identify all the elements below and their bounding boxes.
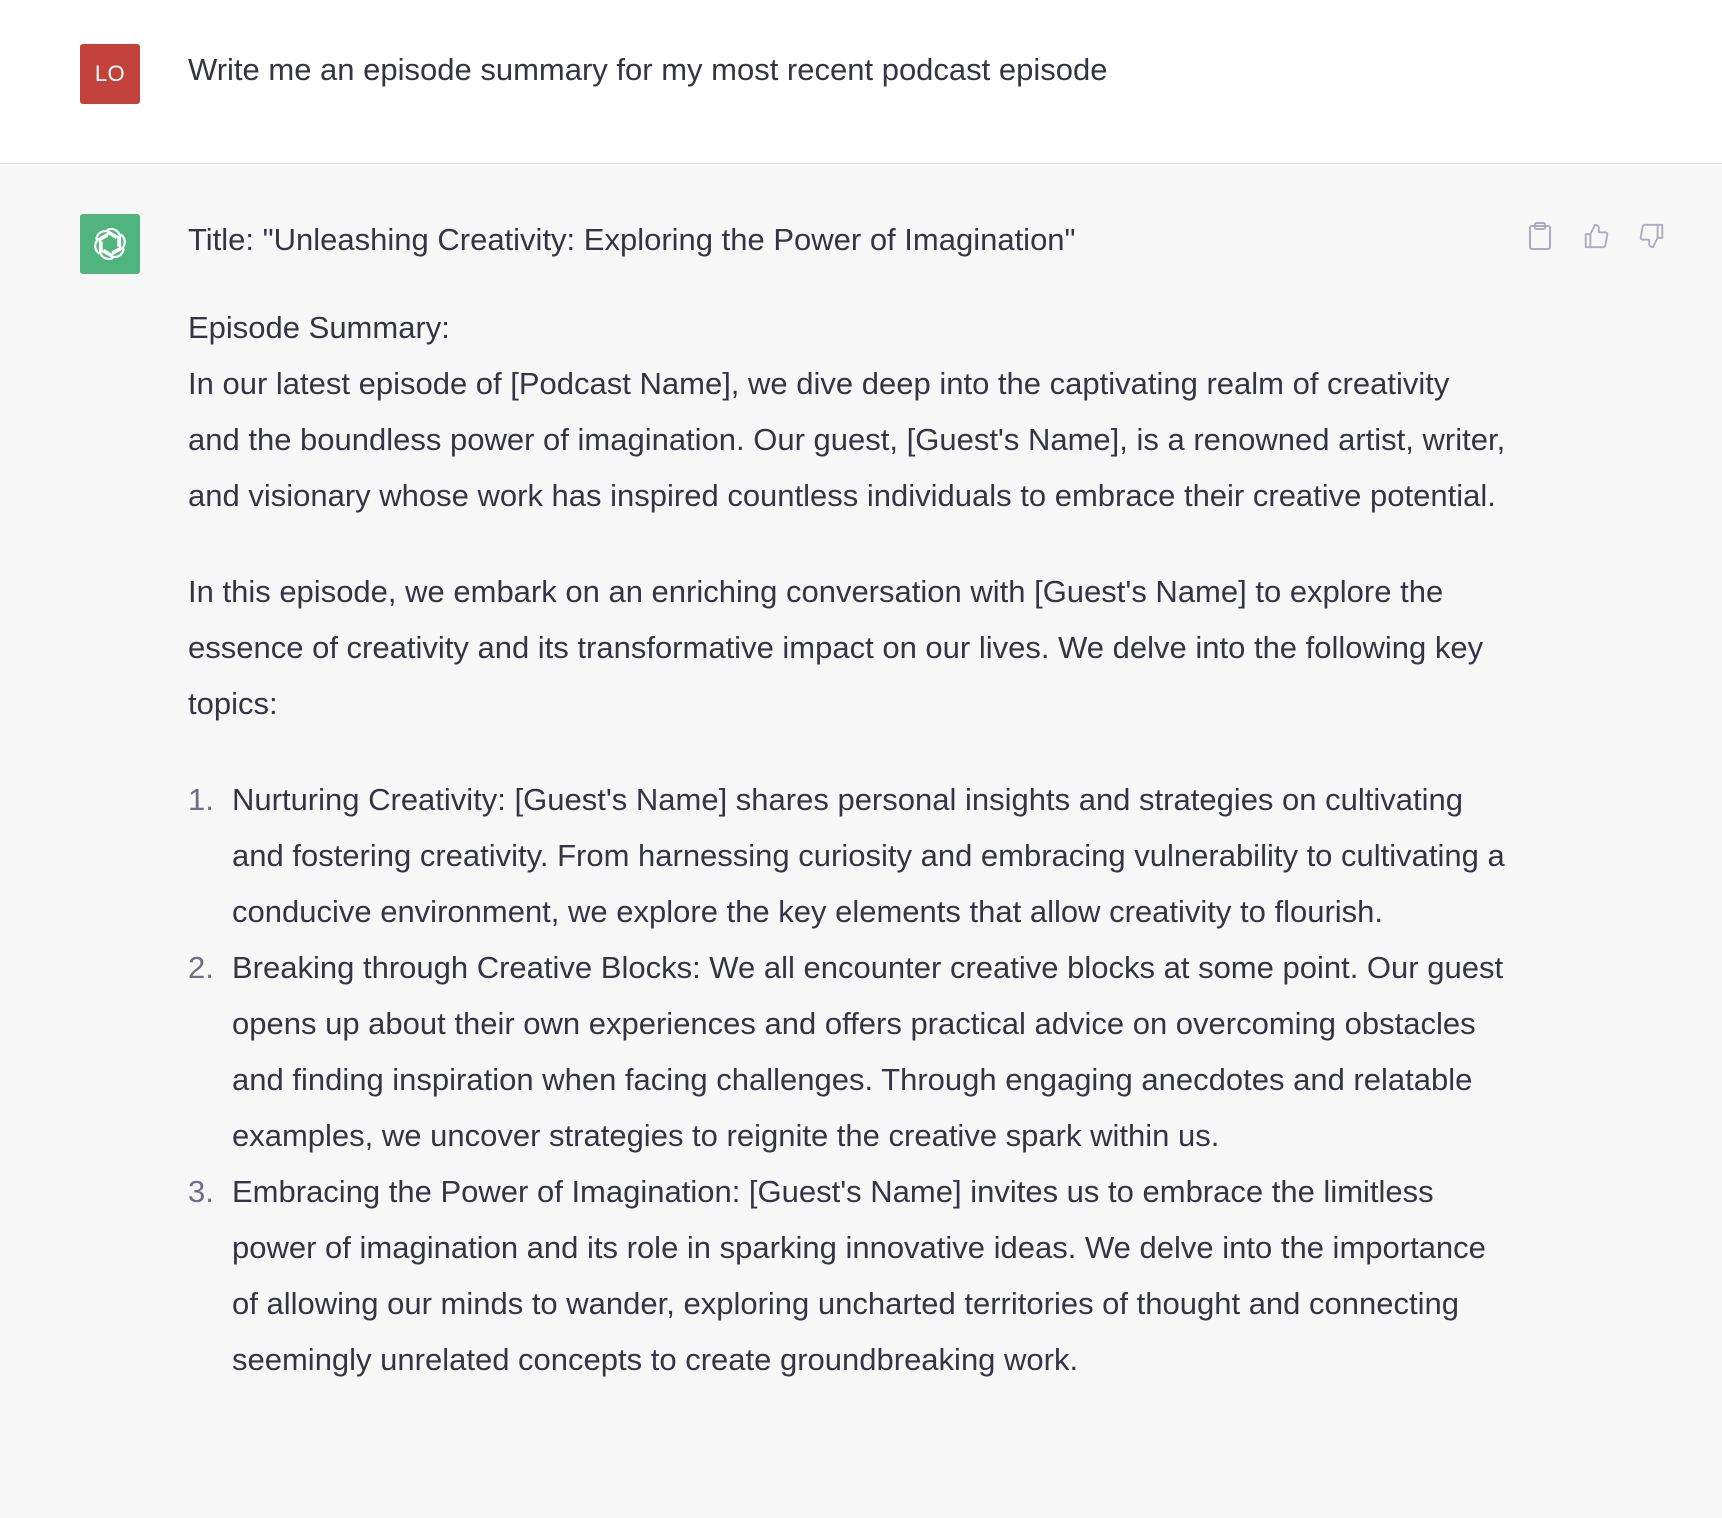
user-message-text: Write me an episode summary for my most recent podcast episode — [188, 52, 1108, 87]
list-item — [188, 1164, 1508, 1388]
summary-paragraph-1: In our latest episode of [Podcast Name], we dive deep into the captivating realm of creativity and the boundless power of imagination. Our guest, [Guest's Name], is a renowned artist, writer, and visionary whose work has inspired countless individuals to embrace their creative potential. — [188, 366, 1506, 513]
episode-title: Title: "Unleashing Creativity: Exploring the Power of Imagination" — [188, 222, 1076, 257]
list-item — [188, 940, 1508, 1164]
user-avatar — [80, 44, 140, 104]
thumbs-down-icon — [1638, 221, 1666, 251]
list-item-text: Embracing the Power of Imagination: [Guest's Name] invites us to embrace the limitless power of imagination and its role in sparking innovative ideas. We delve into the importance of allowing our minds to wander, exploring uncharted territories of thought and connecting seemingly unrelated concepts to create groundbreaking work. — [232, 1174, 1486, 1377]
list-item — [188, 772, 1508, 940]
openai-logo-icon — [89, 223, 131, 265]
list-item-number: 1. — [188, 782, 214, 817]
copy-button[interactable] — [1526, 220, 1554, 252]
thumbs-down-button[interactable] — [1638, 220, 1666, 252]
assistant-message-content — [188, 220, 1508, 1388]
list-item-text: Nurturing Creativity: [Guest's Name] shares personal insights and strategies on cultivating and fostering creativity. From harnessing curiosity and embracing vulnerability to cultivating a conducive environment, we explore the key elements that allow creativity to flourish. — [232, 782, 1505, 929]
summary-paragraph-2: In this episode, we embark on an enriching conversation with [Guest's Name] to explore the essence of creativity and its transformative impact on our lives. We delve into the following key topics: — [188, 574, 1484, 721]
summary-heading: Episode Summary: — [188, 310, 450, 345]
assistant-avatar — [80, 214, 140, 274]
list-item-text: Breaking through Creative Blocks: We all encounter creative blocks at some point. Our guest opens up about their own experiences and offers practical advice on overcoming obstacles and finding inspiration when facing challenges. Through engaging anecdotes and relatable examples, we uncover strategies to reignite the creative spark within us. — [232, 950, 1504, 1153]
message-actions — [1526, 220, 1666, 252]
list-item-number: 3. — [188, 1174, 214, 1209]
list-item-number: 2. — [188, 950, 214, 985]
assistant-message — [0, 164, 1722, 1518]
thumbs-up-icon — [1582, 221, 1610, 251]
clipboard-icon — [1527, 221, 1553, 251]
user-message — [0, 0, 1722, 164]
key-topics-list — [188, 772, 1508, 1388]
user-avatar-initials: LO — [94, 61, 126, 86]
thumbs-up-button[interactable] — [1582, 220, 1610, 252]
